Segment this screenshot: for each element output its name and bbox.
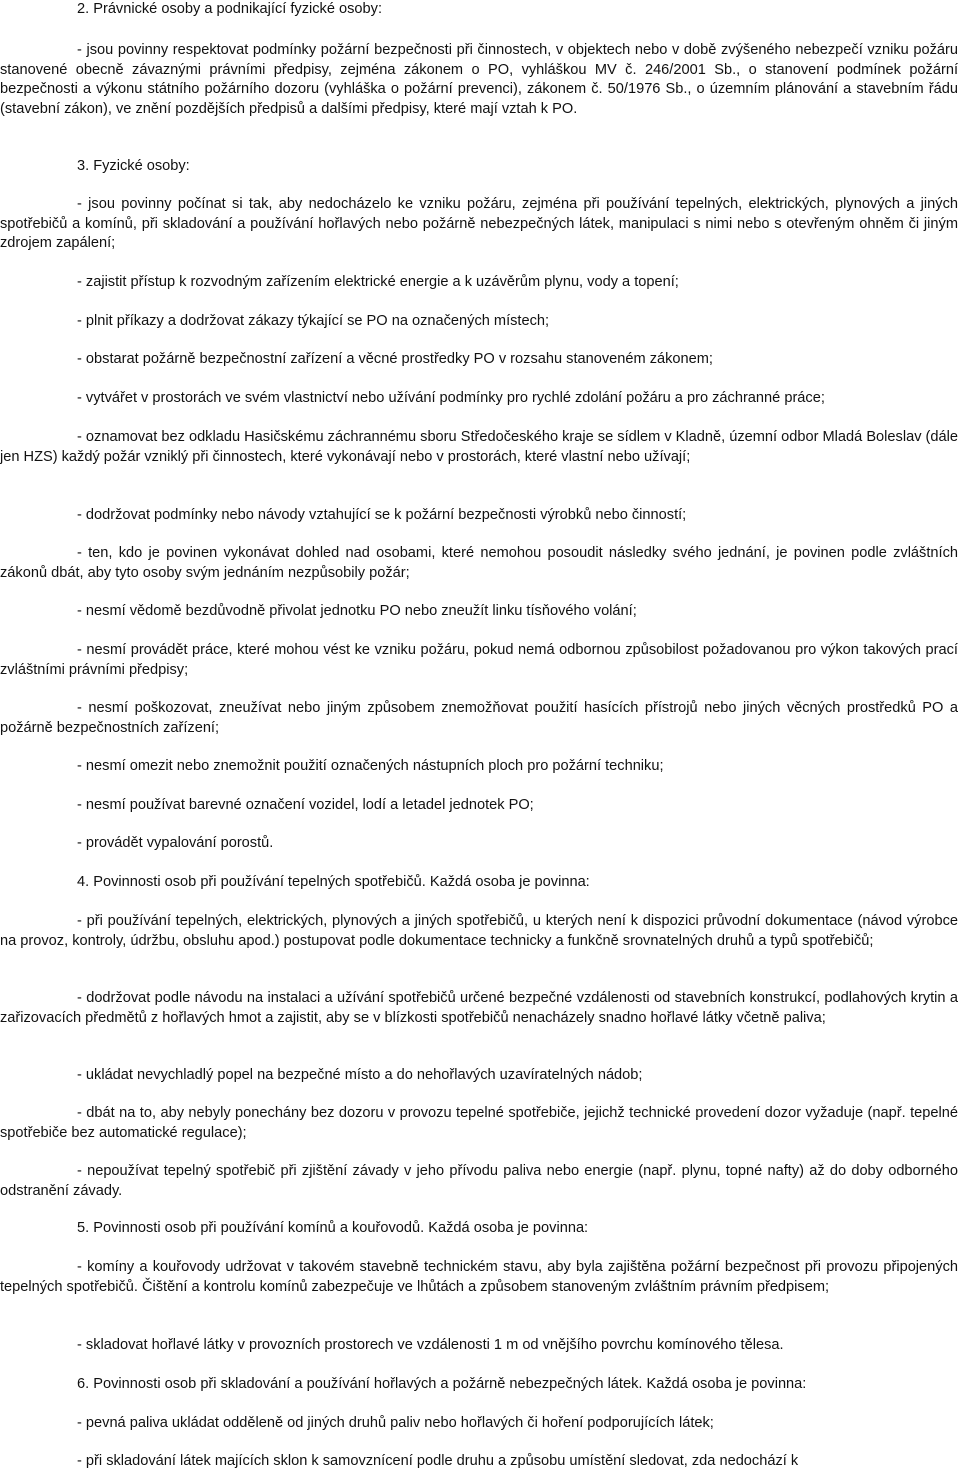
section-5-heading: 5. Povinnosti osob při používání komínů a kouřovodů. Každá osoba je povinna: [77,1220,589,1236]
paragraph: - oznamovat bez odkladu Hasičskému záchrannému sboru Středočeského kraje se sídlem v Kladně, územní odbor Mladá Boleslav (dále jen HZS) každý požár vzniklý při činnostech, které vykonávají nebo v prostorách, které vlastní nebo užívají; [0,429,958,465]
section-3-heading: 3. Fyzické osoby: [77,158,190,174]
paragraph: - nesmí vědomě bezdůvodně přivolat jednotku PO nebo zneužít linku tísňového volání; [77,603,637,619]
section-2-heading: 2. Právnické osoby a podnikající fyzické osoby: [77,1,383,17]
paragraph: - při skladování látek majících sklon k samovznícení podle druhu a způsobu umístění sledovat, zda nedochází k [77,1453,799,1469]
paragraph: - dbát na to, aby nebyly ponechány bez dozoru v provozu tepelné spotřebiče, jejichž technické provedení dozor vyžaduje (např. tepelné spotřebiče bez automatické regulace); [0,1105,958,1141]
paragraph: - dodržovat podle návodu na instalaci a užívání spotřebičů určené bezpečné vzdálenosti od stavebních konstrukcí, podlahových krytin a zařizovacích předmětů z hořlavých hmot a zajistit, aby se v blízkosti spotřebičů nenacházely snadno hořlavé látky včetně paliva; [0,990,958,1026]
paragraph: - nesmí používat barevné označení vozidel, lodí a letadel jednotek PO; [77,797,534,813]
paragraph: - obstarat požárně bezpečnostní zařízení a věcné prostředky PO v rozsahu stanoveném zákonem; [77,351,713,367]
paragraph: - vytvářet v prostorách ve svém vlastnictví nebo užívání podmínky pro rychlé zdolání požáru a pro záchranné práce; [77,390,825,406]
paragraph: - nesmí provádět práce, které mohou vést ke vzniku požáru, pokud nemá odbornou způsobilost požadovanou pro výkon takových prací zvláštními právními předpisy; [0,642,958,678]
paragraph: - skladovat hořlavé látky v provozních prostorech ve vzdálenosti 1 m od vnějšího povrchu komínového tělesa. [77,1337,784,1353]
paragraph: - plnit příkazy a dodržovat zákazy týkající se PO na označených místech; [77,313,550,329]
paragraph: - ten, kdo je povinen vykonávat dohled nad osobami, které nemohou posoudit následky svého jednání, je povinen podle zvláštních zákonů dbát, aby tyto osoby svým jednáním nezpůsobily požár; [0,545,958,581]
paragraph: - nepoužívat tepelný spotřebič při zjištění závady v jeho přívodu paliva nebo energie (např. plynu, topné nafty) až do doby odborného odstranění závady. [0,1163,958,1199]
paragraph: - při používání tepelných, elektrických, plynových a jiných spotřebičů, u kterých není k dispozici průvodní dokumentace (návod výrobce na provoz, kontroly, údržbu, obsluhu apod.) postupovat podle dokumentace technicky a funkčně srovnatelných druhů a typů spotřebičů; [0,913,958,949]
paragraph: - nesmí omezit nebo znemožnit použití označených nástupních ploch pro požární techniku; [77,758,664,774]
paragraph: - ukládat nevychladlý popel na bezpečné místo a do nehořlavých uzavíratelných nádob; [77,1067,643,1083]
paragraph: - provádět vypalování porostů. [77,835,274,851]
section-4-heading: 4. Povinnosti osob při používání tepelných spotřebičů. Každá osoba je povinna: [77,874,590,890]
paragraph: - jsou povinny počínat si tak, aby nedocházelo ke vzniku požáru, zejména při používání tepelných, elektrických, plynových a jiných spotřebičů a komínů, při skladování a používání hořlavých nebo požárně nebezpečných látek, manipulaci s nimi nebo s otevřeným ohněm či jiným zdrojem zapálení; [0,196,958,252]
paragraph: - jsou povinny respektovat podmínky požární bezpečnosti při činnostech, v objektech nebo v době zvýšeného nebezpečí vzniku požáru stanovené obecně závaznými právními předpisy, zejména zákonem o PO, vyhláškou MV č. 246/2001 Sb., o stanovení podmínek požární bezpečnosti a výkonu státního požárního dozoru (vyhláška o požární prevenci), zákonem č. 50/1976 Sb., o územním plánování a stavebním řádu (stavební zákon), ve znění pozdějších předpisů a dalšími předpisy, které mají vztah k PO. [0,42,958,117]
paragraph: - dodržovat podmínky nebo návody vztahující se k požární bezpečnosti výrobků nebo činností; [77,507,687,523]
paragraph: - pevná paliva ukládat odděleně od jiných druhů paliv nebo hořlavých či hoření podporujících látek; [77,1415,714,1431]
paragraph: - nesmí poškozovat, zneužívat nebo jiným způsobem znemožňovat použití hasících přístrojů nebo jiných věcných prostředků PO a požárně bezpečnostních zařízení; [0,700,958,736]
paragraph: - zajistit přístup k rozvodným zařízením elektrické energie a k uzávěrům plynu, vody a topení; [77,274,679,290]
paragraph: - komíny a kouřovody udržovat v takovém stavebně technickém stavu, aby byla zajištěna požární bezpečnost při provozu připojených tepelných spotřebičů. Čištění a kontrolu komínů zabezpečuje ve lhůtách a způsobem stanoveným zvláštním právním předpisem; [0,1259,958,1295]
section-6-heading: 6. Povinnosti osob při skladování a používání hořlavých a požárně nebezpečných látek. Každá osoba je povinna: [77,1376,807,1392]
